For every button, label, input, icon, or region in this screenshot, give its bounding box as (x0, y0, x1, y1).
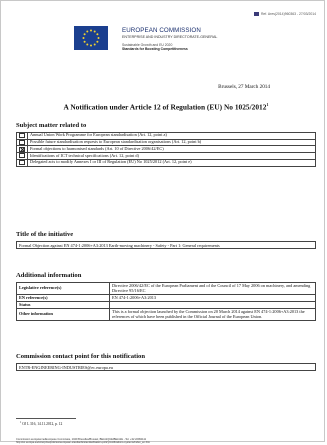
table-row (17, 309, 316, 321)
row-value (110, 302, 316, 309)
title-footnote-ref: 1 (266, 102, 269, 107)
reference-number: Ref. Ares(2014)960363 - 27/03/2014 (260, 12, 316, 16)
row-label: Other information (17, 309, 110, 321)
document-title-text: A Notification under Article 12 of Regulation (EU) No 1025/2012 (63, 102, 267, 112)
additional-info-heading: Additional information (16, 272, 82, 279)
subject-list (16, 132, 316, 167)
table-row (17, 283, 316, 295)
subject-item-label: Identifications of ICT technical specifications (Art. 12, point d) (28, 153, 316, 160)
commission-header (122, 27, 217, 51)
checkbox-icon[interactable] (19, 153, 25, 158)
checkbox-icon[interactable] (19, 160, 25, 165)
subject-item-label: Annual Union Work Programme for European standardisation (Art. 12, point a) (28, 133, 316, 140)
subject-item (17, 159, 316, 166)
directorate: Sustainable Growth and EU 2020 (122, 43, 173, 47)
footnote-mark: 1 (20, 421, 22, 424)
reference-stamp-marker (254, 12, 259, 16)
row-value: Directive 2006/42/EC of the European Parliament and of the Council of 17 May 2006 on machinery, and amending Directive 95/16/EC (110, 283, 316, 295)
commission-name: EUROPEAN COMMISSION (122, 27, 201, 34)
subject-item (17, 139, 316, 146)
contact-heading: Commission contact point for this notification (16, 353, 146, 360)
row-label: Status (17, 302, 110, 309)
table-row (17, 302, 316, 309)
additional-info-table (16, 282, 316, 321)
subject-item-label: Possible future standardisation requests to European standardisation organisations (Art. 12, point b) (28, 139, 316, 146)
address-line: Commission européenne/Europese Commissie, 1049 Bruxelles/Brussel, BELGIQUE/BELGIË - Tel. +32 22991111 (16, 438, 147, 441)
row-value: EN 474-1:2006+A3:2013 (110, 295, 316, 302)
directorate-general: ENTERPRISE AND INDUSTRY DIRECTORATE-GENERAL (122, 35, 218, 39)
contact-email[interactable]: ENTR-ENGINEERING-INDUSTRIES@ec.europa.eu (19, 364, 113, 370)
subject-heading: Subject matter related to (16, 122, 87, 129)
table-row (17, 295, 316, 302)
checked-checkbox-icon[interactable] (19, 147, 25, 152)
row-value: This is a formal objection launched by the Commission on 20 March 2014 against EN 474-1:2006+A3:2013 the references of which have been published in the Official Journal of the European Union. (110, 309, 316, 321)
row-label: Legislative reference(s) (17, 283, 110, 295)
reference-stamp (254, 12, 316, 16)
checkbox-icon[interactable] (19, 140, 25, 145)
initiative-heading: Title of the initiative (16, 231, 74, 238)
footnote (20, 421, 62, 426)
subject-item-label: Formal objections to harmonised standards (Art. 10 of Directive 2006/42/EC) (28, 146, 316, 153)
footnote-divider (16, 418, 76, 419)
document-date: Brussels, 27 March 2014 (218, 84, 270, 90)
row-label: EN reference(s) (17, 295, 110, 302)
address-url[interactable]: http://ec.europa.eu/enterprise/policies/european-standards/standardisation-policy/notifications-systems/index_en.htm (16, 441, 151, 445)
document-title (14, 102, 318, 111)
checkbox-icon[interactable] (19, 133, 25, 138)
subject-item (17, 146, 316, 153)
document-page (14, 12, 318, 445)
initiative-title: Formal Objection against EN 474-1:2006+A3:2013 Earth-moving machinery - Safety - Part 1: General requirements (16, 241, 316, 249)
subject-item-label: Delegated acts to modify Annexes I or III of Regulation (EU) No 1025/2012 (Art. 12, point e) (28, 159, 316, 166)
eu-flag-logo (74, 26, 108, 50)
footnote-text: OJ L 316, 14.11.2012, p. 12 (22, 422, 63, 427)
unit-name: Standards for Boosting Competitiveness (122, 47, 188, 51)
contact-email-box (16, 363, 316, 371)
